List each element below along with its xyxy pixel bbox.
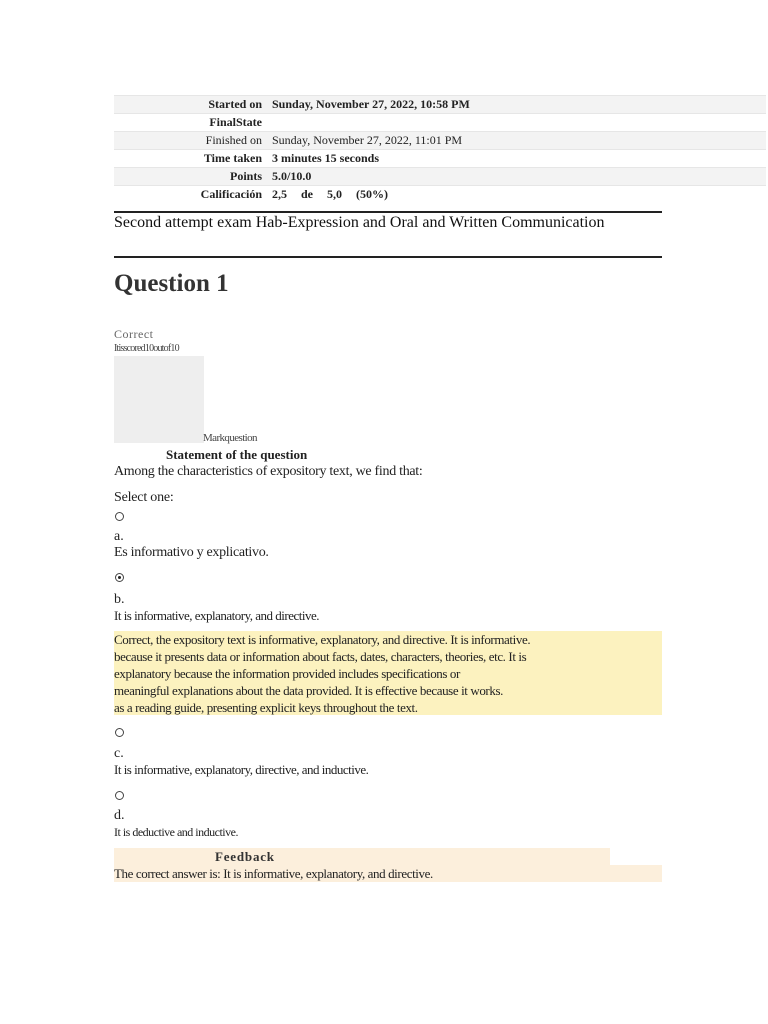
points-label: Points: [114, 168, 268, 186]
time-label: Time taken: [114, 150, 268, 168]
flag-question-image[interactable]: [114, 356, 204, 443]
finished-label: Finished on: [114, 132, 268, 150]
specific-feedback-line: because it presents data or information about facts, dates, characters, theories, etc. It is: [114, 649, 527, 664]
option-d-letter: d.: [114, 808, 125, 823]
divider-top: [114, 211, 662, 213]
correct-answer-text: The correct answer is: It is informative, explanatory, and directive.: [114, 865, 662, 882]
feedback-heading-bar: [114, 848, 610, 865]
state-label: FinalState: [114, 114, 268, 132]
summary-row-finished: [114, 132, 766, 150]
option-d-radio[interactable]: [115, 791, 124, 800]
feedback-heading: Feedback: [215, 849, 275, 864]
started-value: Sunday, November 27, 2022, 10:58 PM: [268, 96, 766, 114]
statement-heading: Statement of the question: [166, 447, 308, 462]
started-label: Started on: [114, 96, 268, 114]
finished-value: Sunday, November 27, 2022, 11:01 PM: [268, 132, 766, 150]
summary-row-time: [114, 150, 766, 168]
option-b-letter: b.: [114, 592, 125, 607]
state-value: [268, 114, 766, 132]
option-d-text[interactable]: It is deductive and inductive.: [114, 825, 238, 839]
option-a-letter: a.: [114, 529, 124, 544]
option-a-radio[interactable]: [115, 512, 124, 521]
flag-question-link[interactable]: Markquestion: [203, 432, 257, 444]
grade-label: Calificación: [114, 186, 268, 204]
option-c-radio[interactable]: [115, 728, 124, 737]
attempt-summary-table: [114, 95, 766, 203]
option-a-text[interactable]: Es informativo y explicativo.: [114, 545, 269, 560]
question-title: Question 1: [114, 270, 229, 297]
specific-feedback-line: meaningful explanations about the data provided. It is effective because it works.: [114, 683, 503, 698]
select-one-prompt: Select one:: [114, 490, 174, 505]
option-c-letter: c.: [114, 746, 124, 761]
summary-row-started: [114, 96, 766, 114]
grade-max: 5,0: [327, 187, 342, 201]
summary-row-points: [114, 168, 766, 186]
grade-percent: (50%): [356, 187, 388, 201]
option-c-text[interactable]: It is informative, explanatory, directive, and inductive.: [114, 762, 369, 777]
exam-title: Second attempt exam Hab-Expression and Oral and Written Communication: [114, 214, 605, 231]
divider-bottom: [114, 256, 662, 258]
specific-feedback-line: explanatory because the information provided includes specifications or: [114, 666, 460, 681]
summary-row-grade: [114, 186, 766, 204]
points-value: 5.0/10.0: [268, 168, 766, 186]
grade-score: 2,5: [272, 187, 287, 201]
grade-of: de: [301, 187, 313, 201]
question-text: Among the characteristics of expository text, we find that:: [114, 464, 423, 479]
summary-row-state: [114, 114, 766, 132]
question-state: Correct: [114, 327, 154, 341]
question-grade: Itisscored10outof10: [114, 343, 179, 354]
specific-feedback-line: as a reading guide, presenting explicit keys throughout the text.: [114, 700, 418, 715]
option-b-radio[interactable]: [115, 573, 124, 582]
grade-value: [268, 186, 766, 204]
option-b-text[interactable]: It is informative, explanatory, and directive.: [114, 608, 320, 623]
specific-feedback-line: Correct, the expository text is informative, explanatory, and directive. It is informative.: [114, 632, 531, 647]
time-value: 3 minutes 15 seconds: [268, 150, 766, 168]
specific-feedback: [114, 631, 662, 715]
